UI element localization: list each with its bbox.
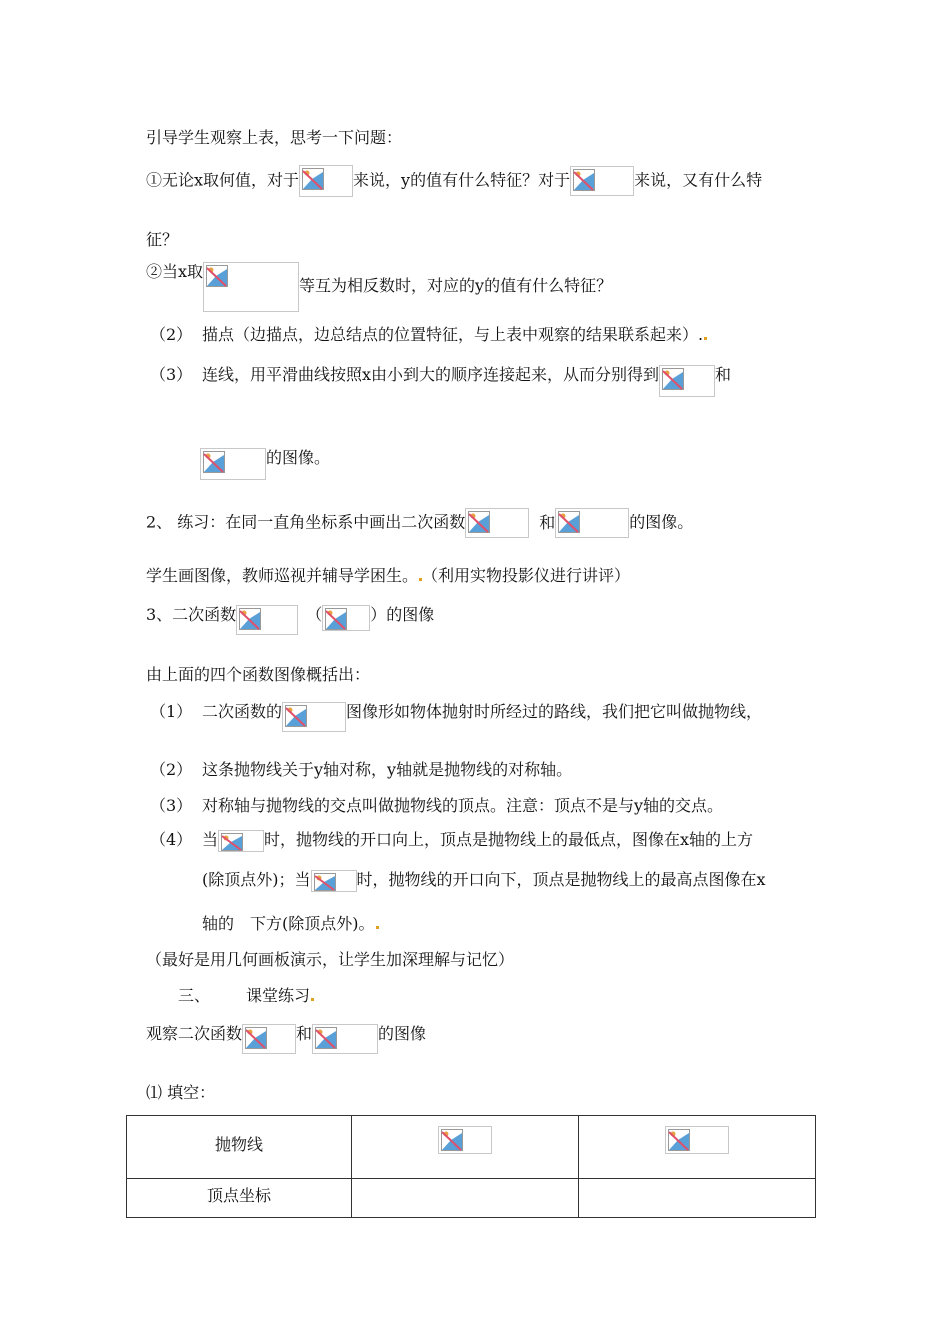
table-cell-vertex: 顶点坐标 — [127, 1179, 352, 1218]
observe-text: 观察二次函数 — [146, 1024, 243, 1043]
formula-image — [203, 262, 299, 312]
mark-dot — [704, 337, 707, 340]
point-2-num: （2） — [150, 760, 193, 779]
point-4-line-3 — [202, 914, 379, 934]
step-2-content: 描点（边描点，边总结点的位置特征，与上表中观察的结果联系起来）. — [202, 325, 704, 344]
formula-image — [555, 508, 629, 538]
formula-image — [200, 448, 266, 480]
broken-image-icon — [558, 511, 580, 533]
point-3-text: 对称轴与抛物线的交点叫做抛物线的顶点。注意：顶点不是与y轴的交点。 — [202, 796, 724, 815]
practice-2-and: 和 — [539, 512, 556, 532]
broken-image-icon — [668, 1129, 690, 1151]
formula-image — [242, 1024, 296, 1054]
q1-part-b: 来说，y的值有什么特征？对于 — [353, 170, 571, 190]
point-1-b: 图像形如物体抛射时所经过的路线，我们把它叫做抛物线， — [346, 702, 763, 721]
formula-image — [322, 605, 370, 631]
formula-image — [218, 830, 264, 852]
point-4-num: （4） — [150, 830, 193, 849]
point-1-line — [202, 702, 762, 732]
practice-2b-text: 学生画图像，教师巡视并辅导学困生。 — [146, 566, 419, 585]
practice-2b-note: （利用实物投影仪进行讲评） — [422, 566, 631, 585]
broken-image-icon — [285, 705, 307, 727]
formula-image — [570, 166, 634, 196]
broken-image-icon — [441, 1129, 463, 1151]
q2-part-a: ②当x取 — [146, 262, 204, 281]
q1-part-c: 来说，又有什么特 — [634, 170, 763, 190]
point-3-num: （3） — [150, 796, 193, 815]
intro-text: 引导学生观察上表，思考一下问题： — [146, 128, 403, 147]
broken-image-icon — [325, 608, 347, 630]
observe-line — [146, 1024, 426, 1054]
point-4-d: 时，抛物线的开口向下，顶点是抛物线上的最高点图像在x — [356, 870, 766, 889]
point-4-line-1 — [202, 830, 753, 852]
question-1-line — [146, 165, 762, 197]
formula-image — [311, 870, 357, 892]
formula-image — [282, 702, 346, 732]
practice-2-tail: 的图像。 — [629, 512, 694, 532]
fill-label: ⑴ 填空： — [146, 1083, 216, 1102]
mark-dot — [376, 926, 379, 929]
broken-image-icon — [239, 608, 261, 630]
note-text: （最好是用几何画板演示，让学生加深理解与记忆） — [146, 950, 515, 969]
section-3-title: 课堂练习 — [246, 986, 311, 1005]
q2-part-b: 等互为相反数时，对应的y的值有什么特征？ — [299, 276, 613, 295]
step-3-tail: 的图像。 — [266, 448, 331, 467]
step-3-and: 和 — [715, 365, 732, 384]
summary-text: 由上面的四个函数图像概括出： — [146, 665, 371, 684]
broken-image-icon — [468, 511, 490, 533]
section-3-num: 三、 — [178, 986, 211, 1005]
q1-part-d: 征？ — [146, 230, 179, 249]
formula-image — [299, 165, 353, 197]
observe-and: 和 — [296, 1024, 313, 1043]
table-cell[interactable] — [352, 1179, 579, 1218]
answer-table — [126, 1115, 816, 1218]
table-row — [127, 1116, 816, 1179]
formula-image — [659, 365, 715, 397]
table-cell[interactable] — [352, 1116, 579, 1179]
formula-image — [312, 1024, 378, 1054]
step-3-line-2 — [200, 448, 330, 480]
formula-image — [236, 605, 298, 635]
point-1-a: 二次函数的 — [202, 702, 283, 721]
item-3-line — [146, 605, 434, 635]
observe-tail: 的图像 — [378, 1024, 427, 1043]
step-2-num: （2） — [150, 325, 193, 344]
formula-image — [465, 508, 529, 538]
point-4-line-2 — [202, 870, 766, 892]
item-3-text: 3、二次函数 — [146, 605, 237, 624]
formula-image — [665, 1126, 729, 1154]
question-2-line — [146, 262, 612, 312]
table-cell[interactable] — [579, 1116, 816, 1179]
formula-image — [438, 1126, 492, 1154]
point-4-c: (除顶点外)；当 — [202, 870, 311, 889]
broken-image-icon — [573, 169, 595, 191]
mark-dot — [311, 998, 314, 1001]
broken-image-icon — [662, 368, 684, 390]
point-4-a: 当 — [202, 830, 219, 849]
table-cell[interactable] — [579, 1179, 816, 1218]
table-cell-parabola: 抛物线 — [127, 1116, 352, 1179]
broken-image-icon — [221, 833, 243, 851]
point-4-e: 轴的 下方(除顶点外)。 — [202, 914, 375, 933]
table-row — [127, 1179, 816, 1218]
broken-image-icon — [302, 168, 324, 190]
q1-part-a: ①无论x取何值，对于 — [146, 170, 300, 190]
broken-image-icon — [314, 873, 336, 891]
practice-2b-line — [146, 566, 630, 586]
point-4-b: 时，抛物线的开口向上，顶点是抛物线上的最低点，图像在x轴的上方 — [264, 830, 754, 849]
item-3-open: （ — [306, 605, 323, 624]
broken-image-icon — [206, 265, 228, 287]
section-3-title-line — [246, 986, 314, 1006]
practice-2-text: 2、 练习：在同一直角坐标系中画出二次函数 — [146, 512, 466, 532]
point-1-num: （1） — [150, 702, 193, 721]
step-3-line — [202, 365, 731, 397]
practice-2-line — [146, 508, 693, 538]
broken-image-icon — [315, 1027, 337, 1049]
item-3-close: ）的图像 — [370, 605, 435, 624]
step-3-num: （3） — [150, 365, 193, 384]
point-2-text: 这条抛物线关于y轴对称，y轴就是抛物线的对称轴。 — [202, 760, 573, 779]
step-3-text: 连线，用平滑曲线按照x由小到大的顺序连接起来，从而分别得到 — [202, 365, 660, 384]
broken-image-icon — [203, 451, 225, 473]
broken-image-icon — [245, 1027, 267, 1049]
step-2-text — [202, 325, 707, 345]
